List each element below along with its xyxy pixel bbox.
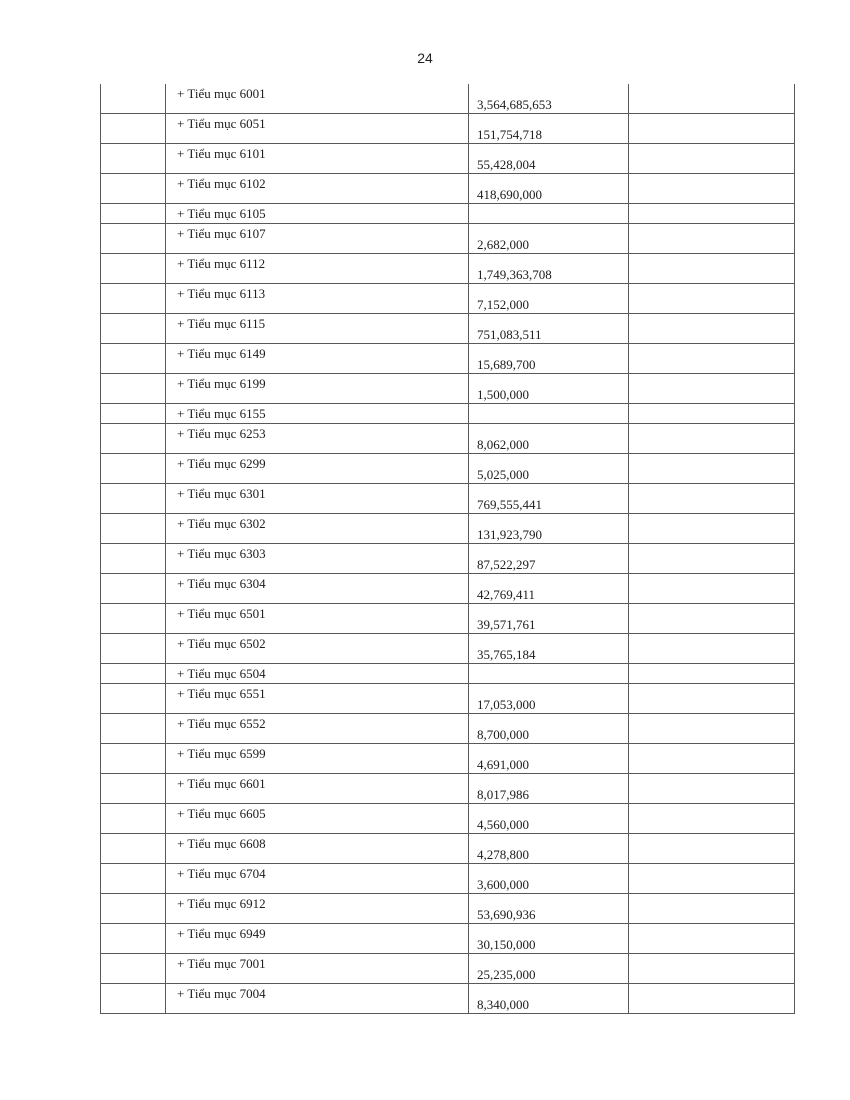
cell-empty-left (100, 404, 165, 423)
table-row (100, 374, 795, 404)
cell-empty-right (628, 984, 795, 1013)
table-row (100, 204, 795, 224)
cell-amount (468, 924, 628, 953)
cell-amount (468, 714, 628, 743)
row-value: 2,682,000 (477, 237, 529, 252)
cell-empty-left (100, 174, 165, 203)
cell-empty-left (100, 484, 165, 513)
cell-empty-right (628, 404, 795, 423)
cell-empty-left (100, 314, 165, 343)
cell-empty-right (628, 454, 795, 483)
row-value: 39,571,761 (477, 617, 536, 632)
cell-item-label (165, 634, 468, 663)
table-row (100, 604, 795, 634)
cell-amount (468, 424, 628, 453)
row-label: + Tiểu mục 6112 (177, 256, 266, 271)
row-label: + Tiểu mục 6115 (177, 316, 266, 331)
row-value: 87,522,297 (477, 557, 536, 572)
row-label: + Tiểu mục 7001 (177, 956, 266, 971)
table-row (100, 284, 795, 314)
cell-item-label (165, 174, 468, 203)
table-row (100, 684, 795, 714)
row-label: + Tiểu mục 6601 (177, 776, 266, 791)
cell-item-label (165, 484, 468, 513)
cell-amount (468, 224, 628, 253)
row-label: + Tiểu mục 6101 (177, 146, 266, 161)
cell-amount (468, 174, 628, 203)
row-value: 3,600,000 (477, 877, 529, 892)
row-value: 30,150,000 (477, 937, 536, 952)
cell-empty-left (100, 514, 165, 543)
row-value: 751,083,511 (477, 327, 542, 342)
cell-empty-right (628, 774, 795, 803)
cell-amount (468, 204, 628, 223)
row-label: + Tiểu mục 6504 (177, 666, 266, 681)
cell-empty-right (628, 604, 795, 633)
table-row (100, 114, 795, 144)
table-row (100, 344, 795, 374)
cell-empty-left (100, 224, 165, 253)
row-value: 15,689,700 (477, 357, 536, 372)
row-value: 7,152,000 (477, 297, 529, 312)
row-label: + Tiểu mục 6149 (177, 346, 266, 361)
row-value: 131,923,790 (477, 527, 542, 542)
table-row (100, 984, 795, 1014)
row-value: 3,564,685,653 (477, 97, 552, 112)
cell-empty-right (628, 204, 795, 223)
cell-amount (468, 454, 628, 483)
table-row (100, 634, 795, 664)
row-label: + Tiểu mục 6001 (177, 86, 266, 101)
cell-empty-left (100, 254, 165, 283)
cell-amount (468, 744, 628, 773)
table-row (100, 314, 795, 344)
cell-empty-right (628, 804, 795, 833)
row-label: + Tiểu mục 6949 (177, 926, 266, 941)
cell-amount (468, 804, 628, 833)
cell-amount (468, 634, 628, 663)
row-value: 4,691,000 (477, 757, 529, 772)
table-row (100, 924, 795, 954)
table-row (100, 174, 795, 204)
table-row (100, 144, 795, 174)
cell-item-label (165, 774, 468, 803)
cell-amount (468, 404, 628, 423)
cell-item-label (165, 664, 468, 683)
cell-empty-left (100, 374, 165, 403)
table-row (100, 664, 795, 684)
cell-amount (468, 774, 628, 803)
cell-item-label (165, 894, 468, 923)
cell-empty-left (100, 204, 165, 223)
cell-empty-right (628, 514, 795, 543)
row-value: 8,700,000 (477, 727, 529, 742)
cell-item-label (165, 954, 468, 983)
row-label: + Tiểu mục 6302 (177, 516, 266, 531)
cell-amount (468, 344, 628, 373)
cell-item-label (165, 204, 468, 223)
row-label: + Tiểu mục 6502 (177, 636, 266, 651)
row-label: + Tiểu mục 6301 (177, 486, 266, 501)
table-row (100, 514, 795, 544)
cell-empty-right (628, 114, 795, 143)
cell-empty-left (100, 684, 165, 713)
cell-amount (468, 254, 628, 283)
cell-empty-left (100, 84, 165, 113)
cell-item-label (165, 544, 468, 573)
cell-empty-right (628, 924, 795, 953)
cell-empty-right (628, 664, 795, 683)
row-label: + Tiểu mục 6102 (177, 176, 266, 191)
cell-empty-left (100, 634, 165, 663)
cell-item-label (165, 744, 468, 773)
cell-empty-left (100, 894, 165, 923)
row-label: + Tiểu mục 6608 (177, 836, 266, 851)
cell-item-label (165, 924, 468, 953)
cell-item-label (165, 314, 468, 343)
row-label: + Tiểu mục 6253 (177, 426, 266, 441)
row-value: 17,053,000 (477, 697, 536, 712)
cell-empty-left (100, 744, 165, 773)
cell-item-label (165, 224, 468, 253)
row-label: + Tiểu mục 6605 (177, 806, 266, 821)
cell-empty-left (100, 804, 165, 833)
cell-item-label (165, 984, 468, 1013)
cell-item-label (165, 144, 468, 173)
row-label: + Tiểu mục 6552 (177, 716, 266, 731)
cell-empty-left (100, 864, 165, 893)
table-row (100, 894, 795, 924)
cell-item-label (165, 254, 468, 283)
cell-amount (468, 544, 628, 573)
cell-item-label (165, 374, 468, 403)
cell-empty-right (628, 144, 795, 173)
cell-empty-right (628, 374, 795, 403)
cell-empty-left (100, 284, 165, 313)
row-label: + Tiểu mục 6551 (177, 686, 266, 701)
cell-item-label (165, 424, 468, 453)
cell-amount (468, 664, 628, 683)
row-value: 5,025,000 (477, 467, 529, 482)
cell-amount (468, 864, 628, 893)
cell-empty-right (628, 84, 795, 113)
row-label: + Tiểu mục 6599 (177, 746, 266, 761)
cell-empty-right (628, 834, 795, 863)
row-value: 25,235,000 (477, 967, 536, 982)
cell-amount (468, 834, 628, 863)
cell-empty-right (628, 684, 795, 713)
row-value: 42,769,411 (477, 587, 536, 602)
cell-empty-left (100, 714, 165, 743)
cell-empty-left (100, 924, 165, 953)
cell-empty-left (100, 144, 165, 173)
table-row (100, 424, 795, 454)
row-label: + Tiểu mục 6501 (177, 606, 266, 621)
cell-item-label (165, 574, 468, 603)
cell-item-label (165, 344, 468, 373)
cell-amount (468, 84, 628, 113)
row-value: 1,500,000 (477, 387, 529, 402)
cell-item-label (165, 404, 468, 423)
row-label: + Tiểu mục 6107 (177, 226, 266, 241)
table-row (100, 484, 795, 514)
cell-amount (468, 514, 628, 543)
cell-amount (468, 114, 628, 143)
cell-empty-left (100, 984, 165, 1013)
cell-empty-right (628, 744, 795, 773)
row-label: + Tiểu mục 6105 (177, 206, 266, 221)
cell-empty-right (628, 174, 795, 203)
cell-empty-right (628, 544, 795, 573)
cell-empty-right (628, 484, 795, 513)
cell-empty-right (628, 894, 795, 923)
row-value: 53,690,936 (477, 907, 536, 922)
cell-item-label (165, 864, 468, 893)
cell-empty-left (100, 424, 165, 453)
row-value: 418,690,000 (477, 187, 542, 202)
cell-empty-left (100, 774, 165, 803)
table-row (100, 954, 795, 984)
table-row (100, 84, 795, 114)
cell-empty-right (628, 424, 795, 453)
cell-amount (468, 984, 628, 1013)
table-row (100, 404, 795, 424)
row-value: 1,749,363,708 (477, 267, 552, 282)
table-row (100, 834, 795, 864)
cell-item-label (165, 604, 468, 633)
cell-item-label (165, 714, 468, 743)
table-row (100, 714, 795, 744)
cell-amount (468, 314, 628, 343)
row-label: + Tiểu mục 6155 (177, 406, 266, 421)
row-value: 769,555,441 (477, 497, 542, 512)
row-value: 4,278,800 (477, 847, 529, 862)
cell-empty-left (100, 344, 165, 373)
cell-amount (468, 954, 628, 983)
budget-table (100, 84, 795, 1014)
cell-empty-right (628, 314, 795, 343)
row-label: + Tiểu mục 6303 (177, 546, 266, 561)
page-number: 24 (417, 50, 433, 66)
cell-amount (468, 574, 628, 603)
cell-amount (468, 604, 628, 633)
cell-amount (468, 484, 628, 513)
cell-amount (468, 684, 628, 713)
cell-empty-left (100, 454, 165, 483)
cell-item-label (165, 804, 468, 833)
row-value: 35,765,184 (477, 647, 536, 662)
table-row (100, 774, 795, 804)
cell-item-label (165, 684, 468, 713)
cell-empty-left (100, 834, 165, 863)
cell-item-label (165, 284, 468, 313)
cell-item-label (165, 454, 468, 483)
row-label: + Tiểu mục 6199 (177, 376, 266, 391)
cell-empty-left (100, 604, 165, 633)
cell-empty-right (628, 284, 795, 313)
cell-empty-right (628, 714, 795, 743)
row-label: + Tiểu mục 6704 (177, 866, 266, 881)
table-row (100, 254, 795, 284)
cell-item-label (165, 84, 468, 113)
table-row (100, 544, 795, 574)
cell-amount (468, 894, 628, 923)
cell-empty-right (628, 224, 795, 253)
row-label: + Tiểu mục 6051 (177, 116, 266, 131)
table-row (100, 864, 795, 894)
cell-empty-right (628, 954, 795, 983)
cell-amount (468, 374, 628, 403)
row-label: + Tiểu mục 7004 (177, 986, 266, 1001)
row-value: 151,754,718 (477, 127, 542, 142)
cell-empty-left (100, 664, 165, 683)
cell-empty-right (628, 344, 795, 373)
table-row (100, 454, 795, 484)
cell-item-label (165, 514, 468, 543)
table-row (100, 574, 795, 604)
table-row (100, 804, 795, 834)
row-label: + Tiểu mục 6113 (177, 286, 266, 301)
cell-empty-left (100, 544, 165, 573)
cell-empty-right (628, 864, 795, 893)
row-value: 55,428,004 (477, 157, 536, 172)
row-label: + Tiểu mục 6912 (177, 896, 266, 911)
cell-item-label (165, 834, 468, 863)
cell-item-label (165, 114, 468, 143)
cell-empty-right (628, 254, 795, 283)
cell-empty-left (100, 114, 165, 143)
row-value: 4,560,000 (477, 817, 529, 832)
row-value: 8,017,986 (477, 787, 529, 802)
table-row (100, 224, 795, 254)
row-label: + Tiểu mục 6299 (177, 456, 266, 471)
cell-empty-left (100, 954, 165, 983)
row-value: 8,062,000 (477, 437, 529, 452)
table-row (100, 744, 795, 774)
row-label: + Tiểu mục 6304 (177, 576, 266, 591)
row-value: 8,340,000 (477, 997, 529, 1012)
cell-empty-right (628, 574, 795, 603)
cell-empty-right (628, 634, 795, 663)
cell-amount (468, 144, 628, 173)
cell-empty-left (100, 574, 165, 603)
cell-amount (468, 284, 628, 313)
